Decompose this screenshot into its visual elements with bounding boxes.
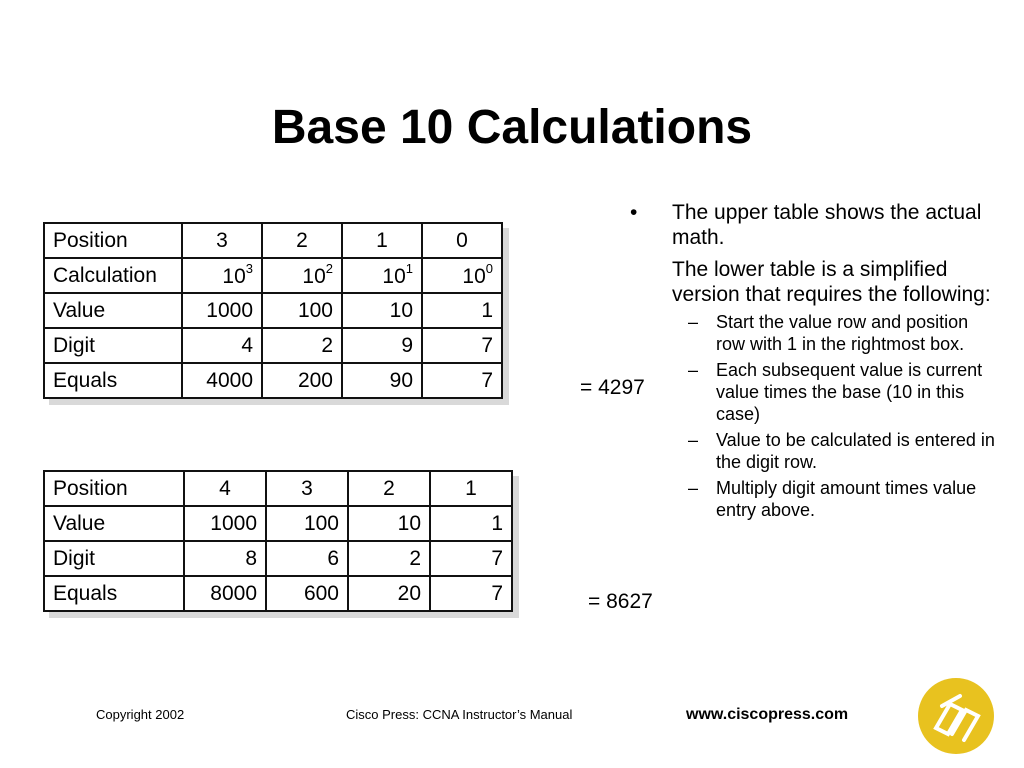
bullet-paragraph: The lower table is a simplified version that requires the following: — [672, 258, 991, 306]
value-cell: 100 — [266, 506, 348, 541]
position-cell: 2 — [348, 471, 430, 506]
position-cell: 1 — [342, 223, 422, 258]
equals-cell: 7 — [422, 363, 502, 398]
table-row — [44, 293, 502, 328]
equals-cell: 90 — [342, 363, 422, 398]
value-cell: 1 — [422, 293, 502, 328]
value-cell: 10 — [342, 293, 422, 328]
digit-cell: 8 — [184, 541, 266, 576]
digit-cell: 7 — [422, 328, 502, 363]
row-label: Digit — [44, 328, 182, 363]
footer-url[interactable]: www.ciscopress.com — [686, 706, 849, 723]
row-label: Value — [44, 293, 182, 328]
value-cell: 1000 — [182, 293, 262, 328]
footer-copyright: Copyright 2002 — [96, 707, 185, 722]
table-row — [44, 471, 512, 506]
dash-icon: – — [688, 478, 699, 498]
equals-cell: 7 — [430, 576, 512, 611]
table-row — [44, 328, 502, 363]
table-row — [44, 258, 502, 293]
row-label: Equals — [44, 576, 184, 611]
digit-cell: 6 — [266, 541, 348, 576]
bullet-list — [630, 200, 1000, 521]
position-cell: 4 — [184, 471, 266, 506]
digit-cell: 2 — [348, 541, 430, 576]
calculation-cell: $10^0$ — [422, 258, 502, 293]
calculation-cell: $10^2$ — [262, 258, 342, 293]
slide-title: Base 10 Calculations — [271, 101, 753, 154]
upper-result: = 4297 — [580, 376, 645, 399]
value-cell: 100 — [262, 293, 342, 328]
equals-cell: 600 — [266, 576, 348, 611]
digit-cell: 2 — [262, 328, 342, 363]
value-cell: 1000 — [184, 506, 266, 541]
sub-bullet-text: Multiply digit amount times value entry above. — [716, 478, 977, 520]
table-row — [44, 363, 502, 398]
sub-bullet-item — [630, 359, 1000, 425]
footer-book: Cisco Press: CCNA Instructor’s Manual — [346, 707, 573, 722]
sub-bullet-text: Start the value row and position row with 1 in the rightmost box. — [716, 312, 969, 354]
digit-cell: 9 — [342, 328, 422, 363]
calculation-cell: $10^1$ — [342, 258, 422, 293]
equals-cell: 4000 — [182, 363, 262, 398]
row-label: Position — [44, 223, 182, 258]
sub-bullet-item — [630, 311, 1000, 355]
position-cell: 3 — [266, 471, 348, 506]
row-label: Digit — [44, 541, 184, 576]
lower-table — [43, 470, 513, 612]
equals-cell: 8000 — [184, 576, 266, 611]
position-cell: 3 — [182, 223, 262, 258]
table-row — [44, 576, 512, 611]
position-cell: 2 — [262, 223, 342, 258]
equals-cell: 200 — [262, 363, 342, 398]
dash-icon: – — [688, 360, 699, 380]
position-cell: 1 — [430, 471, 512, 506]
value-cell: 1 — [430, 506, 512, 541]
sub-bullet-item — [630, 429, 1000, 473]
row-label: Position — [44, 471, 184, 506]
table-row — [44, 506, 512, 541]
upper-table — [43, 222, 503, 399]
lower-result: = 8627 — [588, 590, 653, 613]
digit-cell: 7 — [430, 541, 512, 576]
value-cell: 10 — [348, 506, 430, 541]
calculation-cell: $10^3$ — [182, 258, 262, 293]
equals-cell: 20 — [348, 576, 430, 611]
table-row — [44, 541, 512, 576]
bullet-text: The upper table shows the actual math. — [672, 201, 982, 249]
table-row — [44, 223, 502, 258]
position-cell: 0 — [422, 223, 502, 258]
row-label: Calculation — [44, 258, 182, 293]
bullet-item — [630, 200, 1000, 250]
cisco-press-logo-icon — [916, 676, 996, 756]
digit-cell: 4 — [182, 328, 262, 363]
sub-bullet-text: Value to be calculated is entered in the digit row. — [716, 430, 995, 472]
dash-icon: – — [688, 312, 699, 332]
bullet-dot-icon: • — [630, 201, 638, 224]
row-label: Equals — [44, 363, 182, 398]
sub-bullet-text: Each subsequent value is current value times the base (10 in this case) — [716, 360, 983, 424]
sub-bullet-item — [630, 477, 1000, 521]
dash-icon: – — [688, 430, 699, 450]
row-label: Value — [44, 506, 184, 541]
